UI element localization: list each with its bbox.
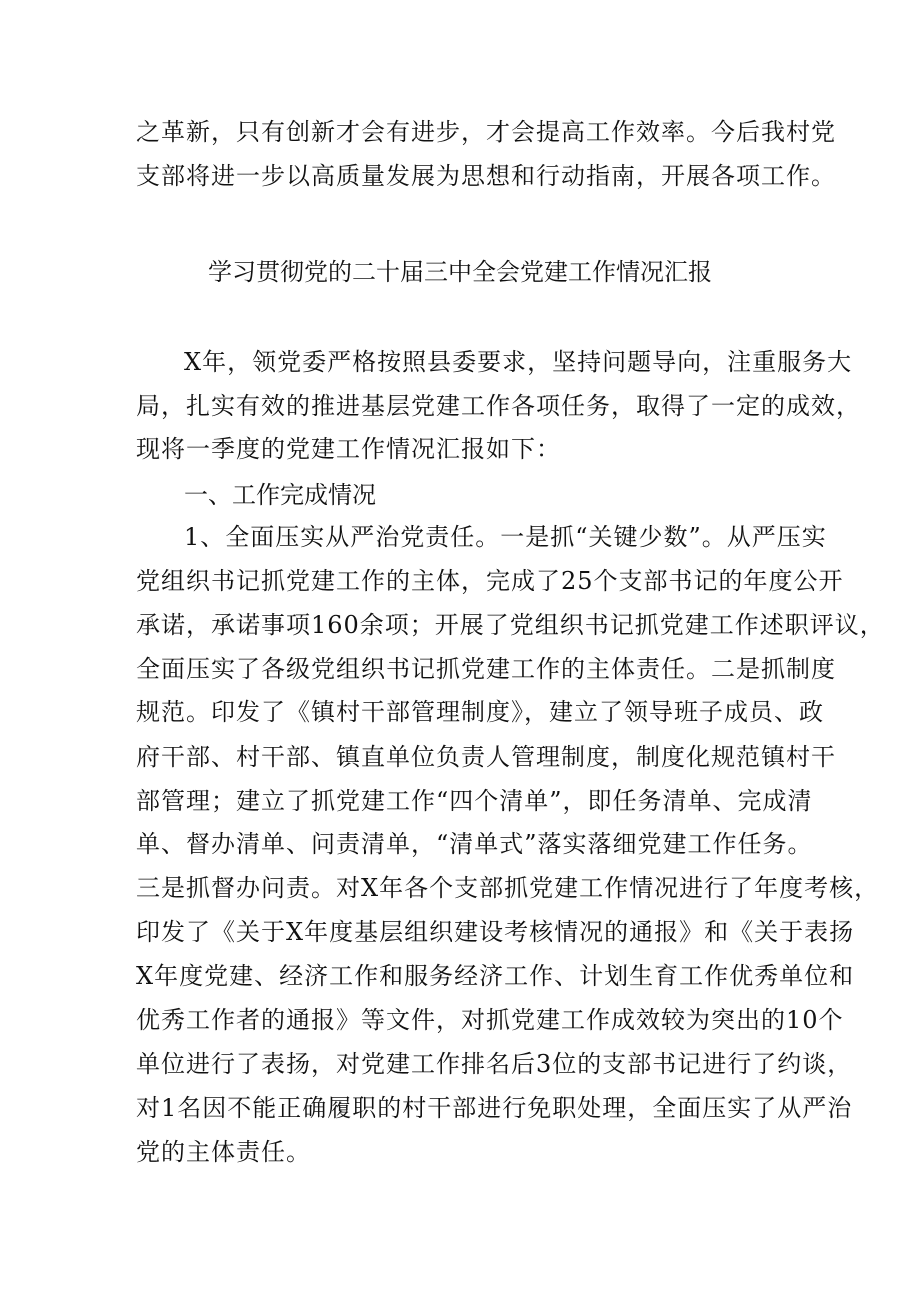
body-line-14: 对1名因不能正确履职的村干部进行免职处理，全面压实了从严治	[136, 1094, 853, 1122]
body-line-2: 党组织书记抓党建工作的主体，完成了25个支部书记的年度公开	[136, 567, 844, 595]
document-title: 学习贯彻党的二十届三中全会党建工作情况汇报	[208, 258, 712, 286]
intro-line-1: 之革新，只有创新才会有进步，才会提高工作效率。今后我村党	[136, 118, 836, 146]
opening-line-1: X年，领党委严格按照县委要求，坚持问题导向，注重服务大	[184, 348, 853, 376]
body-line-5: 规范。印发了《镇村干部管理制度》，建立了领导班子成员、政	[136, 698, 824, 726]
body-line-8: 单、督办清单、问责清单，“清单式”落实落细党建工作任务。	[136, 830, 813, 858]
body-line-15: 党的主体责任。	[136, 1138, 311, 1166]
body-line-9: 三是抓督办问责。对X年各个支部抓党建工作情况进行了年度考核，	[136, 874, 880, 902]
intro-line-2: 支部将进一步以高质量发展为思想和行动指南，开展各项工作。	[136, 162, 836, 190]
body-line-10: 印发了《关于X年度基层组织建设考核情况的通报》和《关于表扬	[136, 918, 855, 946]
body-line-11: X年度党建、经济工作和服务经济工作、计划生育工作优秀单位和	[136, 962, 855, 990]
body-line-13: 单位进行了表扬，对党建工作排名后3位的支部书记进行了约谈，	[136, 1050, 853, 1078]
body-line-6: 府干部、村干部、镇直单位负责人管理制度，制度化规范镇村干	[136, 743, 836, 771]
opening-line-3: 现将一季度的党建工作情况汇报如下：	[136, 435, 561, 463]
opening-line-2: 局，扎实有效的推进基层党建工作各项任务，取得了一定的成效，	[136, 392, 861, 420]
section-heading: 一、工作完成情况	[184, 481, 376, 509]
body-line-3: 承诺，承诺事项160余项；开展了党组织书记抓党建工作述职评议，	[136, 611, 885, 639]
body-line-4: 全面压实了各级党组织书记抓党建工作的主体责任。二是抓制度	[136, 655, 836, 683]
body-line-7: 部管理；建立了抓党建工作“四个清单”，即任务清单、完成清	[136, 787, 813, 815]
body-line-1: 1、全面压实从严治党责任。一是抓“关键少数”。从严压实	[184, 523, 827, 551]
body-line-12: 优秀工作者的通报》等文件，对抓党建工作成效较为突出的10个	[136, 1006, 844, 1034]
